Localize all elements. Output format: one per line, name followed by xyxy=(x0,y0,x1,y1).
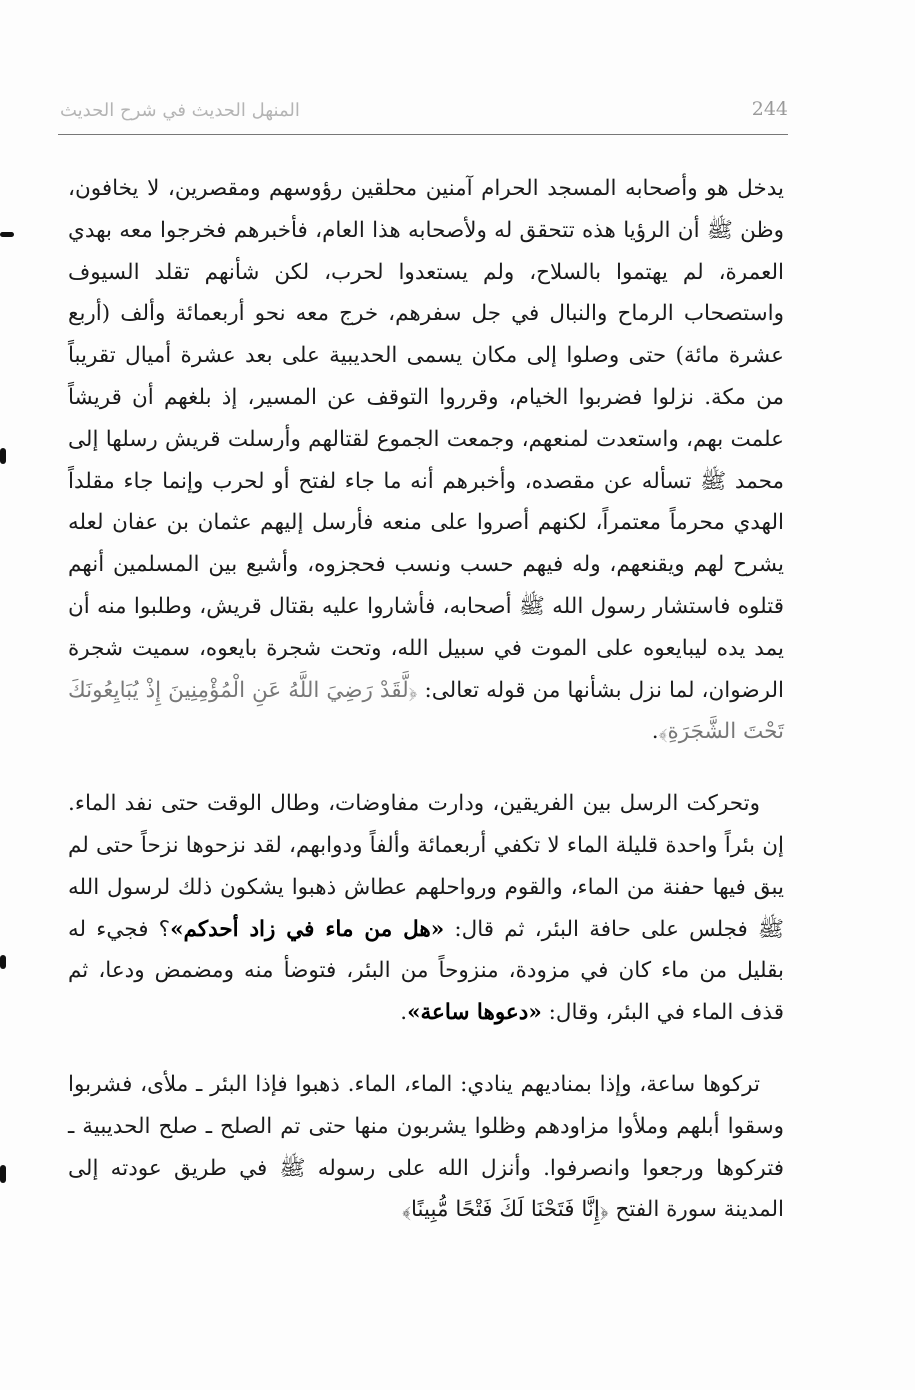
quran-verse: ﴿إِنَّا فَتَحْنَا لَكَ فَتْحًا مُّبِينًا﴾ xyxy=(402,1197,609,1223)
paragraph-2 xyxy=(68,783,784,1034)
paragraph-text: . xyxy=(400,1000,408,1026)
paragraph-text: وتحركت الرسل بين الفريقين، ودارت مفاوضات، وطال الوقت حتى نفد الماء. إن بئراً واحدة قليلة الماء لا تكفي أربعمائة وألفاً ودوابهم، لقد نزحوها نزحاً حتى لم يبق فيها حفنة من الماء، والقوم ورواحلهم عطاش ذهبوا يشكون ذلك لرسول الله ﷺ فجلس على حافة البئر، ثم قال: xyxy=(68,791,785,942)
margin-mark xyxy=(0,955,6,969)
page-number: 244 xyxy=(751,98,788,120)
paragraph-3 xyxy=(68,1064,784,1231)
paragraph-text: يدخل هو وأصحابه المسجد الحرام آمنين محلقين رؤوسهم ومقصرين، لا يخافون، وظن ﷺ أن الرؤيا هذه تتحقق له ولأصحابه هذا العام، فأخبرهم فخرجوا معه بهدي العمرة، لم يهتموا بالسلاح، ولم يستعدوا لحرب، لكن شأنهم تقلد السيوف واستصحاب الرماح والنبال في جل سفرهم، خرج معه نحو أربعمائة وألف (أربع عشرة مائة) حتى وصلوا إلى مكان يسمى الحديبية على بعد عشرة أميال تقريباً من مكة. نزلوا فضربوا الخيام، وقرروا التوقف عن المسير، إذ بلغهم أن قريشاً علمت بهم، واستعدت لمنعهم، وجمعت الجموع لقتالهم وأرسلت قريش رسلها إلى محمد ﷺ تسأله عن مقصده، وأخبرهم أنه ما جاء لفتح أو لحرب وإنما جاء مقلداً الهدي محرماً معتمراً، لكنهم أصروا على منعه فأرسل إليهم عثمان بن عفان لعله يشرح لهم ويقنعهم، وله فيهم حسب ونسب فحجزوه، وأشيع بين المسلمين أنهم قتلوه فاستشار رسول الله ﷺ أصحابه، فأشاروا عليه بقتال قريش، وطلبوا منه أن يمد يده ليبايعوه على الموت في سبيل الله، وتحت شجرة بايعوه، سميت شجرة الرضوان، لما نزل بشأنها من قوله تعالى: xyxy=(68,176,784,703)
paragraph-text: . xyxy=(651,719,659,745)
margin-mark xyxy=(0,1165,6,1183)
paragraph-text: ؟ فجيء له بقليل من ماء كان في مزودة، منزوحاً من البئر، فتوضأ منه ومضمض ودعا، ثم قذف الماء في البئر، وقال: xyxy=(68,916,784,1026)
margin-mark xyxy=(0,448,6,464)
margin-mark xyxy=(0,232,14,237)
hadith-quote: «دعوها ساعة» xyxy=(407,1000,542,1026)
body-text xyxy=(68,168,784,1231)
paragraph-1 xyxy=(68,168,784,753)
hadith-quote: «هل من ماء في زاد أحدكم» xyxy=(170,916,445,942)
running-title: المنهل الحديث في شرح الحديث xyxy=(60,100,300,121)
page-header xyxy=(58,92,788,135)
quran-verse: ﴿لَّقَدْ رَضِيَ اللَّهُ عَنِ الْمُؤْمِنِينَ إِذْ يُبَايِعُونَكَ تَحْتَ الشَّجَرَةِ﴾ xyxy=(68,677,784,745)
paragraph-text: تركوها ساعة، وإذا بمناديهم ينادي: الماء، الماء. ذهبوا فإذا البئر ـ ملأى، فشربوا وسقوا أبلهم وملأوا مزاودهم وظلوا يشربون منها حتى تم الصلح ـ صلح الحديبية ـ فتركوها ورجعوا وانصرفوا. وأنزل الله على رسوله ﷺ في طريق عودته إلى المدينة سورة الفتح xyxy=(68,1071,784,1223)
